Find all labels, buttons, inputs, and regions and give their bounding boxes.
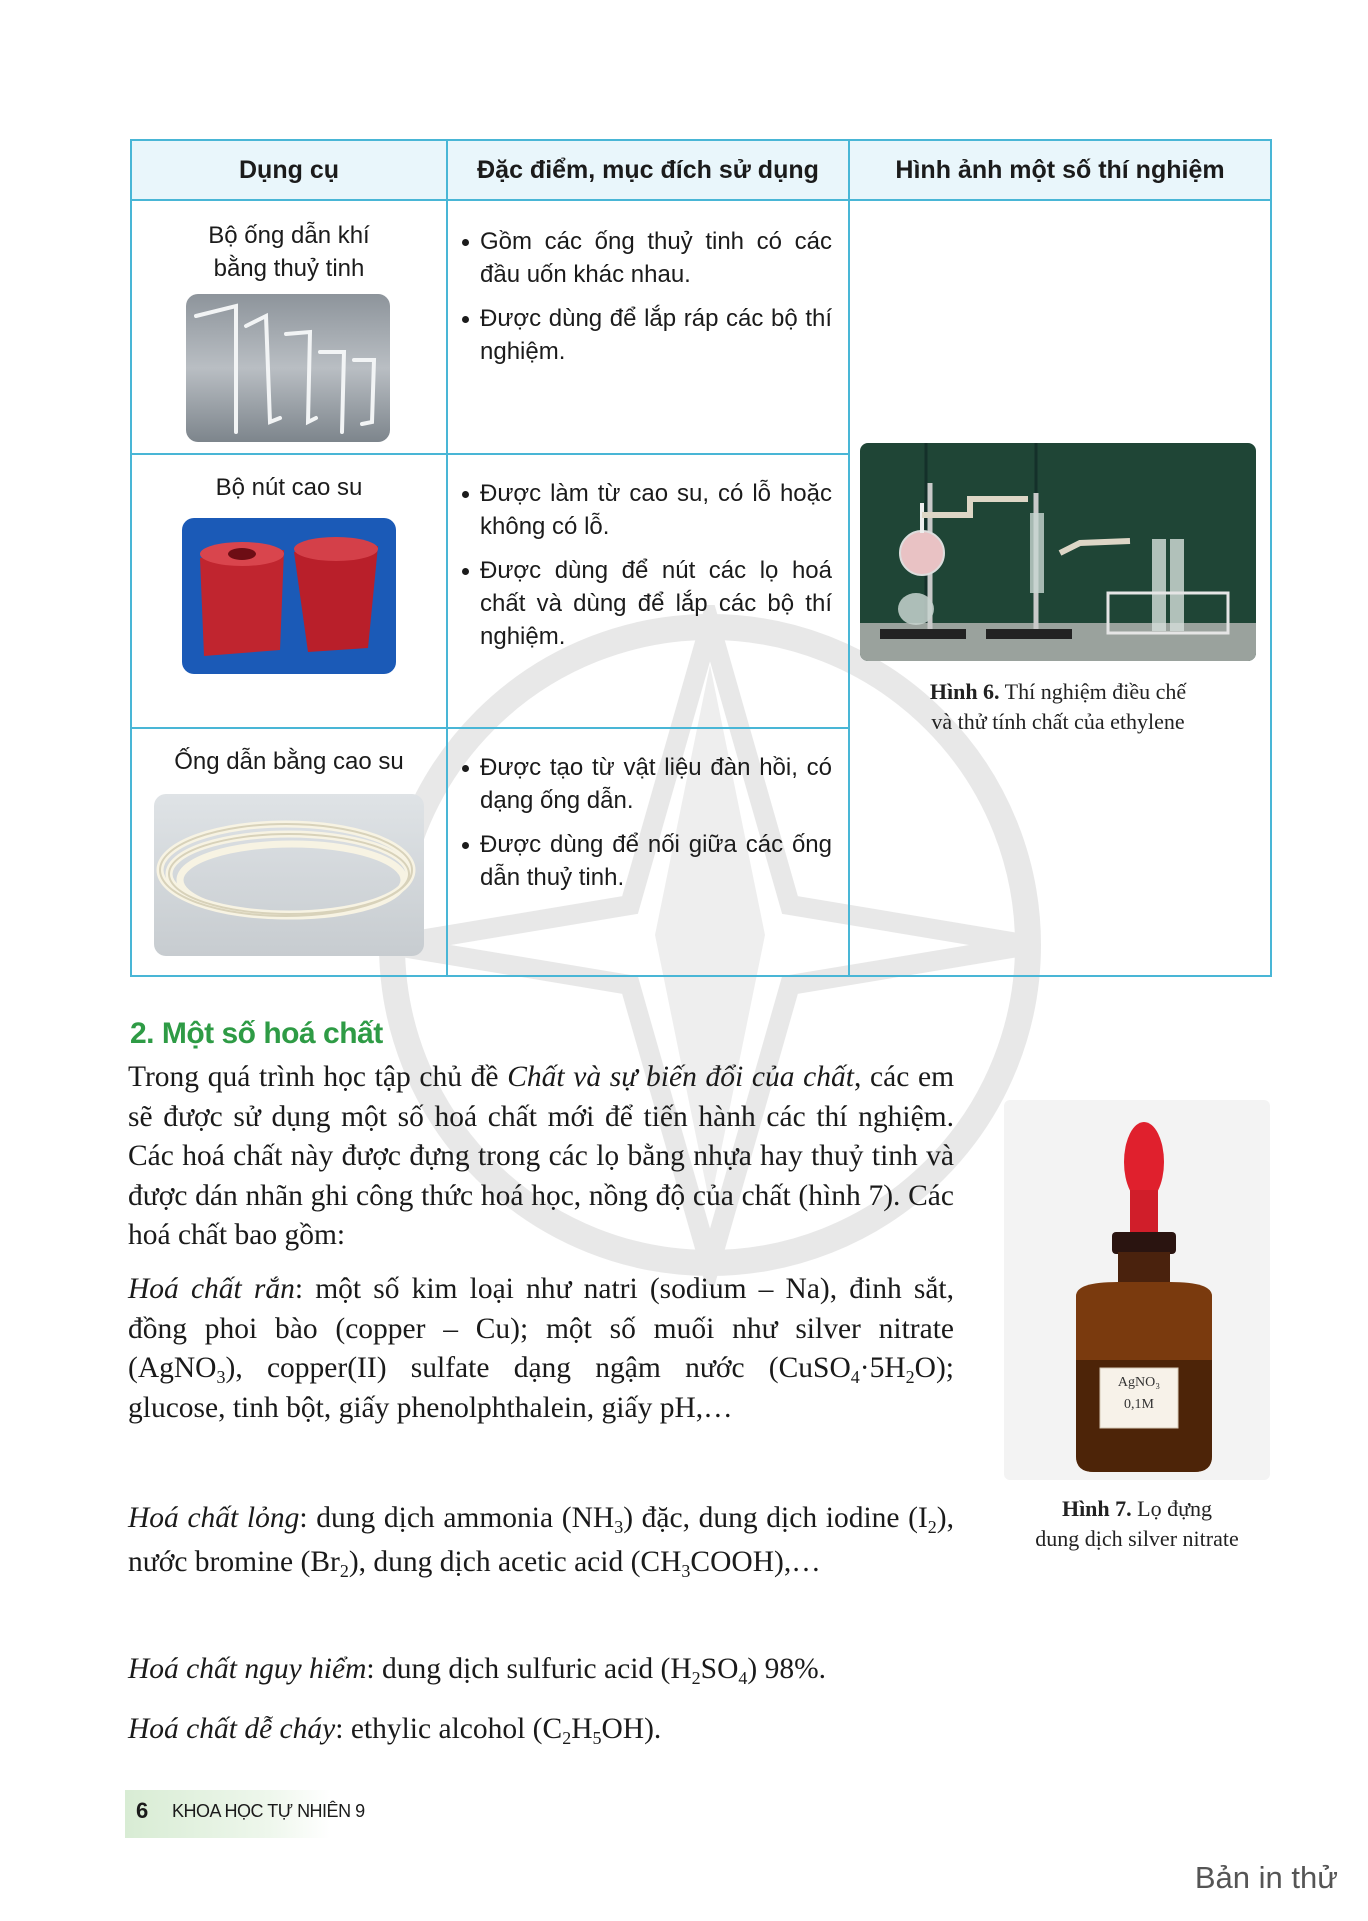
flammable-chemicals-paragraph: Hoá chất dễ cháy: ethylic alcohol $(C_2H_5OH)$. — [128, 1713, 662, 1748]
print-proof-label: Bản in thử — [1194, 1860, 1338, 1895]
bullet-item: Được làm từ cao su, có lỗ hoặc không có lỗ. — [460, 477, 832, 543]
ethylene-apparatus-illustration — [860, 443, 1256, 661]
bottle-label: AgNO₃ 0,1M — [1117, 1375, 1161, 1412]
rubber-stoppers-photo — [182, 518, 396, 674]
book-title: KHOA HỌC TỰ NHIÊN 9 — [172, 1801, 365, 1821]
liquid-chemicals-paragraph: Hoá chất lỏng: dung dịch ammonia $(NH_3)$ đặc, dung dịch iodine $(I_2)$, nước bromine $(Br_2)$, dung dịch acetic acid $(CH_3COOH),\dots$ — [128, 1502, 954, 1581]
header-tool: Dụng cụ — [239, 156, 339, 184]
features-rubber-stoppers — [448, 477, 832, 664]
tool-name-rubber-tubing: Ống dẫn bằng cao su — [174, 748, 404, 775]
figure6-ethylene-experiment-photo — [860, 443, 1256, 661]
solid-chemicals-paragraph: Hoá chất rắn: một số kim loại như natri (sodium – Na), đinh sắt, đồng phoi bào (copper – Cu); một số muối như silver nitrate (AgNO$_3$), copper(II) sulfate dạng ngậm nước $(CuSO_4\cdot 5H_2O)$; glucose, tinh bột, giấy phenolphthalein, giấy pH,… — [128, 1273, 954, 1424]
features-glass-tubes — [448, 225, 832, 379]
bullet-item: Gồm các ống thuỷ tinh có các đầu uốn khác nhau. — [460, 225, 832, 291]
bullet-item: Được dùng để nối giữa các ống dẫn thuỷ tinh. — [460, 828, 832, 894]
tool-name-glass-tubes: Bộ ống dẫn khí bằng thuỷ tinh — [208, 222, 370, 282]
figure7-bottle-photo — [1004, 1100, 1270, 1480]
rubber-tubing-illustration — [154, 794, 424, 956]
dangerous-chemicals-paragraph: Hoá chất nguy hiểm: dung dịch sulfuric acid $(H_2SO_4)$ 98%. — [128, 1653, 827, 1688]
tool-name-rubber-stoppers: Bộ nút cao su — [215, 474, 363, 501]
glass-tubes-illustration — [186, 294, 390, 442]
rubber-stoppers-illustration — [182, 518, 396, 674]
features-rubber-tubing — [448, 751, 832, 905]
rubber-tubing-photo — [154, 794, 424, 956]
dropper-bottle-illustration — [1004, 1100, 1270, 1480]
intro-paragraph: Trong quá trình học tập chủ đề Chất và sự biến đổi của chất, các em sẽ được sử dụng một số hoá chất mới để tiến hành các thí nghiệm. Các hoá chất này được đựng trong các lọ bằng nhựa hay thuỷ tinh và được dán nhãn ghi công thức hoá học, nồng độ của chất (hình 7). Các hoá chất bao gồm: — [128, 1061, 955, 1251]
section-heading: 2. Một số hoá chất — [130, 1017, 383, 1050]
figure7-caption: Hình 7. Lọ đựng dung dịch silver nitrate — [1035, 1496, 1239, 1551]
page-number: 6 — [136, 1798, 149, 1823]
bullet-item: Được dùng để lắp ráp các bộ thí nghiệm. — [460, 302, 832, 368]
bullet-item: Được dùng để nút các lọ hoá chất và dùng để lắp các bộ thí nghiệm. — [460, 554, 832, 653]
header-experiment-images: Hình ảnh một số thí nghiệm — [895, 156, 1225, 184]
glass-tubes-photo — [186, 294, 390, 442]
figure6-caption: Hình 6. Thí nghiệm điều chế và thử tính chất của ethylene — [929, 679, 1187, 734]
bullet-item: Được tạo từ vật liệu đàn hồi, có dạng ống dẫn. — [460, 751, 832, 817]
equipment-table — [130, 139, 1272, 977]
header-features: Đặc điểm, mục đích sử dụng — [477, 156, 819, 184]
